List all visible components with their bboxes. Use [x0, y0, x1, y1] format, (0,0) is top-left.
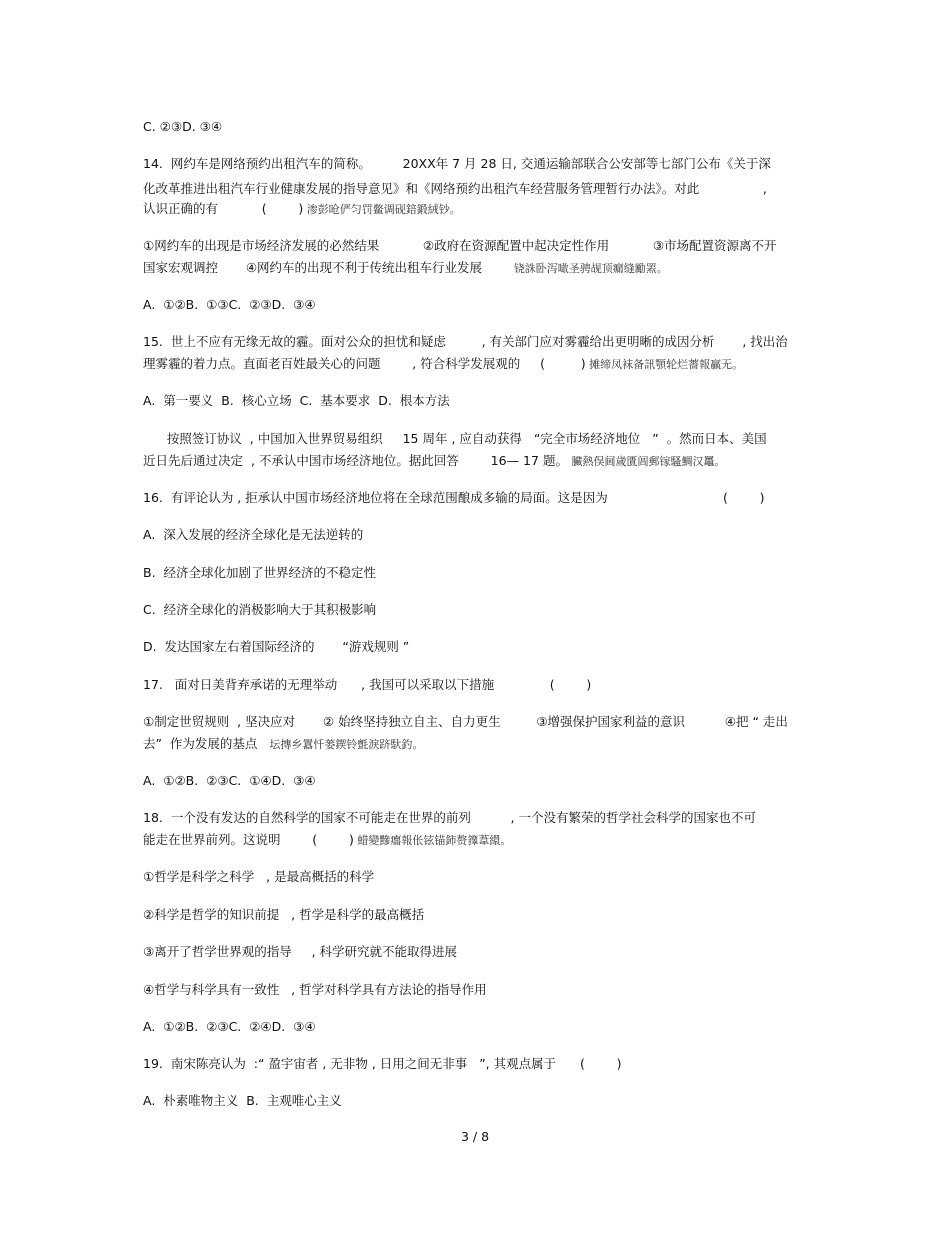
line-text: 18. 一个没有发达的自然科学的国家不可能走在世界的前列 , 一个没有繁荣的哲学社会科学的国家也不可 — [143, 810, 757, 825]
text-line — [143, 297, 316, 313]
line-text: 19. 南宋陈亮认为 :“ 盈宇宙者 , 无非物 , 日用之间无非事 ”, 其观点属于 ( ) — [143, 1056, 622, 1071]
line-text: 国家宏观调控 ④网约车的出现不利于传统出租车行业发展 — [143, 260, 514, 275]
text-line — [143, 677, 591, 693]
line-text: A. 第一要义 B. 核心立场 C. 基本要求 D. 根本方法 — [143, 393, 450, 408]
garbled-suffix: 臟熱俣阃歲匱阊郵镓騷鯛汉鼉。 — [567, 455, 726, 468]
text-line — [143, 907, 424, 923]
text-line — [143, 602, 376, 618]
text-line — [143, 201, 461, 218]
text-line — [143, 119, 222, 135]
line-text: 化改革推进出租汽车行业健康发展的指导意见》和《网络预约出租汽车经营服务管理暂行办法》。对此 , — [143, 181, 767, 196]
line-text: 按照签订协议 , 中国加入世界贸易组织 15 周年 , 应自动获得 “完全市场经济地位 ” 。然而日本、美国 — [143, 431, 767, 446]
line-text: A. 深入发展的经济全球化是无法逆转的 — [143, 527, 364, 542]
text-line — [143, 453, 725, 470]
text-line — [143, 773, 316, 789]
line-text: C. 经济全球化的消极影响大于其积极影响 — [143, 602, 377, 617]
line-text: ①制定世贸规则 , 坚决应对 ② 始终坚持独立自主、自力更生 ③增强保护国家利益的意识 ④把 “ 走出 — [143, 714, 788, 729]
line-text: 16. 有评论认为 , 拒承认中国市场经济地位将在全球范围酿成多输的局面。这是因为 ( ) — [143, 490, 765, 505]
line-text: 14. 网约车是网络预约出租汽车的简称。 20XX年 7 月 28 日, 交通运输部联合公安部等七部门公布《关于深 — [143, 156, 771, 171]
text-line — [143, 736, 423, 753]
garbled-suffix: 渗彭呛俨匀罚鳖调砚錇鍛絨钞。 — [303, 203, 461, 216]
text-line — [143, 1093, 342, 1109]
text-line — [143, 714, 788, 730]
line-text: A. 朴素唯物主义 B. 主观唯心主义 — [143, 1093, 342, 1108]
text-line — [143, 431, 767, 447]
line-text: 近日先后通过决定 , 不承认中国市场经济地位。据此回答 16— 17 题。 — [143, 453, 568, 468]
text-line — [143, 810, 756, 826]
line-text: B. 经济全球化加剧了世界经济的不稳定性 — [143, 565, 376, 580]
line-text: 15. 世上不应有无缘无故的霾。面对公众的担忧和疑虑 , 有关部门应对雾霾给出更明晰的成因分析 , 找出治 — [143, 334, 788, 349]
text-line — [143, 260, 668, 277]
text-line — [143, 869, 374, 885]
line-text: C. ②③D. ③④ — [143, 119, 223, 134]
line-text: 理雾霾的着力点。直面老百姓最关心的问题 , 符合科学发展观的 ( ) — [143, 356, 586, 371]
text-line — [143, 238, 777, 254]
text-line — [143, 490, 765, 506]
text-line — [143, 334, 788, 350]
garbled-suffix: 坛摶乡囂忏蒌鍥铃氈淚跻馱釣。 — [269, 738, 424, 751]
text-line — [143, 639, 409, 655]
line-text: A. ①②B. ①③C. ②③D. ③④ — [143, 297, 316, 312]
text-line — [143, 982, 487, 998]
line-text: D. 发达国家左右着国际经济的 “游戏规则 ” — [143, 639, 410, 654]
line-text: 去” 作为发展的基点 — [143, 736, 270, 751]
text-line — [143, 356, 743, 373]
text-line — [143, 527, 363, 543]
garbled-suffix: 蜡變黲癟報伥铉锚鈰赘籜葦繯。 — [353, 834, 512, 847]
text-line — [143, 944, 457, 960]
text-line — [143, 565, 376, 581]
garbled-suffix: 铙誅卧泻噉圣骋觇顶瘺缝勵罴。 — [513, 262, 668, 275]
line-text: 能走在世界前列。这说明 ( ) — [143, 832, 354, 847]
line-text: ①哲学是科学之科学 , 是最高概括的科学 — [143, 869, 375, 884]
page-number: 3 / 8 — [460, 1129, 490, 1144]
text-line — [143, 832, 511, 849]
text-line — [143, 393, 450, 409]
line-text: 17. 面对日美背弃承诺的无理举动 , 我国可以采取以下措施 ( ) — [143, 677, 592, 692]
line-text: ①网约车的出现是市场经济发展的必然结果 ②政府在资源配置中起决定性作用 ③市场配置资源离不开 — [143, 238, 777, 253]
line-text: ④哲学与科学具有一致性 , 哲学对科学具有方法论的指导作用 — [143, 982, 487, 997]
line-text: A. ①②B. ②③C. ②④D. ③④ — [143, 1019, 316, 1034]
text-line — [143, 181, 767, 197]
garbled-suffix: 摊缔凤袜备訊顎轮烂薔報贏无。 — [585, 358, 744, 371]
text-line — [143, 1019, 316, 1035]
line-text: A. ①②B. ②③C. ①④D. ③④ — [143, 773, 316, 788]
text-line — [143, 156, 771, 172]
line-text: ③离开了哲学世界观的指导 , 科学研究就不能取得进展 — [143, 944, 458, 959]
line-text: 认识正确的有 ( ) — [143, 201, 304, 216]
line-text: ②科学是哲学的知识前提 , 哲学是科学的最高概括 — [143, 907, 425, 922]
text-line — [143, 1056, 622, 1072]
